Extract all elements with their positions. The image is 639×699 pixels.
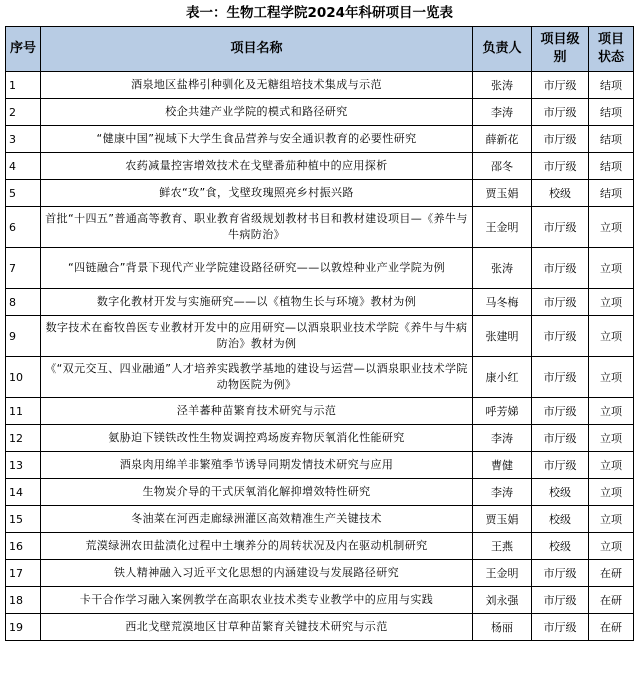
table-row	[6, 533, 634, 560]
header-name: 项目名称	[41, 27, 473, 72]
cell-status: 结项	[589, 180, 634, 207]
cell-status: 立项	[589, 425, 634, 452]
page-title: 表一：生物工程学院2024年科研项目一览表	[185, 5, 454, 21]
cell-status: 立项	[589, 533, 634, 560]
cell-level: 校级	[532, 533, 589, 560]
cell-name: 鲜农“玫”食，戈壁玫瑰照亮乡村振兴路	[41, 180, 473, 207]
cell-owner: 张涛	[473, 72, 532, 99]
cell-name: 泾羊蕃种苗繁育技术研究与示范	[41, 398, 473, 425]
cell-no: 1	[6, 72, 41, 99]
table-row	[6, 560, 634, 587]
cell-name: 铁人精神融入习近平文化思想的内涵建设与发展路径研究	[41, 560, 473, 587]
cell-owner: 刘永强	[473, 587, 532, 614]
cell-status: 在研	[589, 560, 634, 587]
cell-owner: 马冬梅	[473, 289, 532, 316]
cell-name: 荒漠绿洲农田盐渍化过程中土壤养分的周转状况及内在驱动机制研究	[41, 533, 473, 560]
cell-owner: 杨丽	[473, 614, 532, 641]
header-status: 项目状态	[589, 27, 634, 72]
cell-level: 市厅级	[532, 316, 589, 357]
header-no: 序号	[6, 27, 41, 72]
cell-level: 市厅级	[532, 207, 589, 248]
cell-level: 市厅级	[532, 614, 589, 641]
cell-status: 立项	[589, 289, 634, 316]
table-row	[6, 316, 634, 357]
cell-name: 氨胁迫下镁铁改性生物炭调控鸡场废弃物厌氧消化性能研究	[41, 425, 473, 452]
table-row	[6, 398, 634, 425]
table-row	[6, 357, 634, 398]
cell-name: 酒泉地区盐桦引种驯化及无糖组培技术集成与示范	[41, 72, 473, 99]
cell-name: 酒泉肉用绵羊非繁殖季节诱导同期发情技术研究与应用	[41, 452, 473, 479]
cell-level: 市厅级	[532, 398, 589, 425]
cell-no: 15	[6, 506, 41, 533]
cell-owner: 贾玉娟	[473, 180, 532, 207]
cell-status: 结项	[589, 72, 634, 99]
header-owner: 负责人	[473, 27, 532, 72]
cell-level: 市厅级	[532, 72, 589, 99]
cell-level: 校级	[532, 180, 589, 207]
cell-level: 市厅级	[532, 248, 589, 289]
table-header-row	[6, 27, 634, 72]
cell-name: 数字技术在畜牧兽医专业教材开发中的应用研究—以酒泉职业技术学院《养牛与牛病防治》教材为例	[41, 316, 473, 357]
table-row	[6, 180, 634, 207]
cell-no: 17	[6, 560, 41, 587]
cell-name: 农药减量控害增效技术在戈壁番茄种植中的应用探析	[41, 153, 473, 180]
cell-level: 市厅级	[532, 126, 589, 153]
cell-owner: 邵冬	[473, 153, 532, 180]
cell-level: 校级	[532, 479, 589, 506]
cell-owner: 曹健	[473, 452, 532, 479]
cell-status: 结项	[589, 153, 634, 180]
cell-no: 11	[6, 398, 41, 425]
table-row	[6, 425, 634, 452]
table-row	[6, 614, 634, 641]
cell-level: 市厅级	[532, 452, 589, 479]
cell-name: 校企共建产业学院的模式和路径研究	[41, 99, 473, 126]
cell-no: 16	[6, 533, 41, 560]
table-row	[6, 248, 634, 289]
cell-status: 立项	[589, 357, 634, 398]
cell-status: 立项	[589, 398, 634, 425]
cell-name: 冬油菜在河西走廊绿洲灌区高效精准生产关键技术	[41, 506, 473, 533]
cell-no: 2	[6, 99, 41, 126]
cell-level: 市厅级	[532, 425, 589, 452]
cell-name: 数字化教材开发与实施研究——以《植物生长与环境》教材为例	[41, 289, 473, 316]
cell-status: 立项	[589, 207, 634, 248]
cell-owner: 王金明	[473, 207, 532, 248]
cell-name: 西北戈壁荒漠地区甘草种苗繁育关键技术研究与示范	[41, 614, 473, 641]
cell-no: 7	[6, 248, 41, 289]
table-row	[6, 479, 634, 506]
cell-status: 在研	[589, 614, 634, 641]
cell-name: 《“双元交互、四业融通”人才培养实践教学基地的建设与运营—以酒泉职业技术学院动物医院为例》	[41, 357, 473, 398]
cell-owner: 薛新花	[473, 126, 532, 153]
table-row	[6, 72, 634, 99]
cell-status: 在研	[589, 587, 634, 614]
cell-owner: 张建明	[473, 316, 532, 357]
cell-owner: 张涛	[473, 248, 532, 289]
cell-no: 12	[6, 425, 41, 452]
table-row	[6, 587, 634, 614]
cell-no: 8	[6, 289, 41, 316]
table-row	[6, 506, 634, 533]
table-row	[6, 126, 634, 153]
cell-owner: 呼芳娣	[473, 398, 532, 425]
cell-no: 4	[6, 153, 41, 180]
cell-no: 9	[6, 316, 41, 357]
cell-level: 市厅级	[532, 153, 589, 180]
cell-status: 结项	[589, 99, 634, 126]
cell-no: 3	[6, 126, 41, 153]
cell-name: 卡干合作学习融入案例教学在高职农业技术类专业教学中的应用与实践	[41, 587, 473, 614]
cell-no: 10	[6, 357, 41, 398]
cell-name: 生物炭介导的干式厌氧消化解抑增效特性研究	[41, 479, 473, 506]
cell-name: “四链融合”背景下现代产业学院建设路径研究——以敦煌种业产业学院为例	[41, 248, 473, 289]
cell-name: 首批“十四五”普通高等教育、职业教育省级规划教材书目和教材建设项目—《养牛与牛病防治》	[41, 207, 473, 248]
cell-no: 5	[6, 180, 41, 207]
cell-no: 14	[6, 479, 41, 506]
cell-status: 立项	[589, 248, 634, 289]
cell-status: 立项	[589, 316, 634, 357]
cell-level: 市厅级	[532, 587, 589, 614]
cell-owner: 李涛	[473, 99, 532, 126]
table-row	[6, 207, 634, 248]
table-row	[6, 99, 634, 126]
cell-status: 立项	[589, 506, 634, 533]
cell-owner: 李涛	[473, 479, 532, 506]
cell-level: 市厅级	[532, 99, 589, 126]
project-table	[5, 26, 634, 641]
cell-no: 18	[6, 587, 41, 614]
header-level: 项目级别	[532, 27, 589, 72]
table-row	[6, 452, 634, 479]
cell-status: 立项	[589, 452, 634, 479]
cell-owner: 康小红	[473, 357, 532, 398]
cell-level: 市厅级	[532, 560, 589, 587]
cell-owner: 贾玉娟	[473, 506, 532, 533]
cell-status: 结项	[589, 126, 634, 153]
table-row	[6, 153, 634, 180]
cell-name: “健康中国”视域下大学生食品营养与安全通识教育的必要性研究	[41, 126, 473, 153]
cell-level: 市厅级	[532, 357, 589, 398]
table-row	[6, 289, 634, 316]
cell-no: 19	[6, 614, 41, 641]
cell-owner: 李涛	[473, 425, 532, 452]
cell-level: 校级	[532, 506, 589, 533]
cell-no: 13	[6, 452, 41, 479]
cell-level: 市厅级	[532, 289, 589, 316]
cell-owner: 王燕	[473, 533, 532, 560]
cell-status: 立项	[589, 479, 634, 506]
cell-no: 6	[6, 207, 41, 248]
cell-owner: 王金明	[473, 560, 532, 587]
